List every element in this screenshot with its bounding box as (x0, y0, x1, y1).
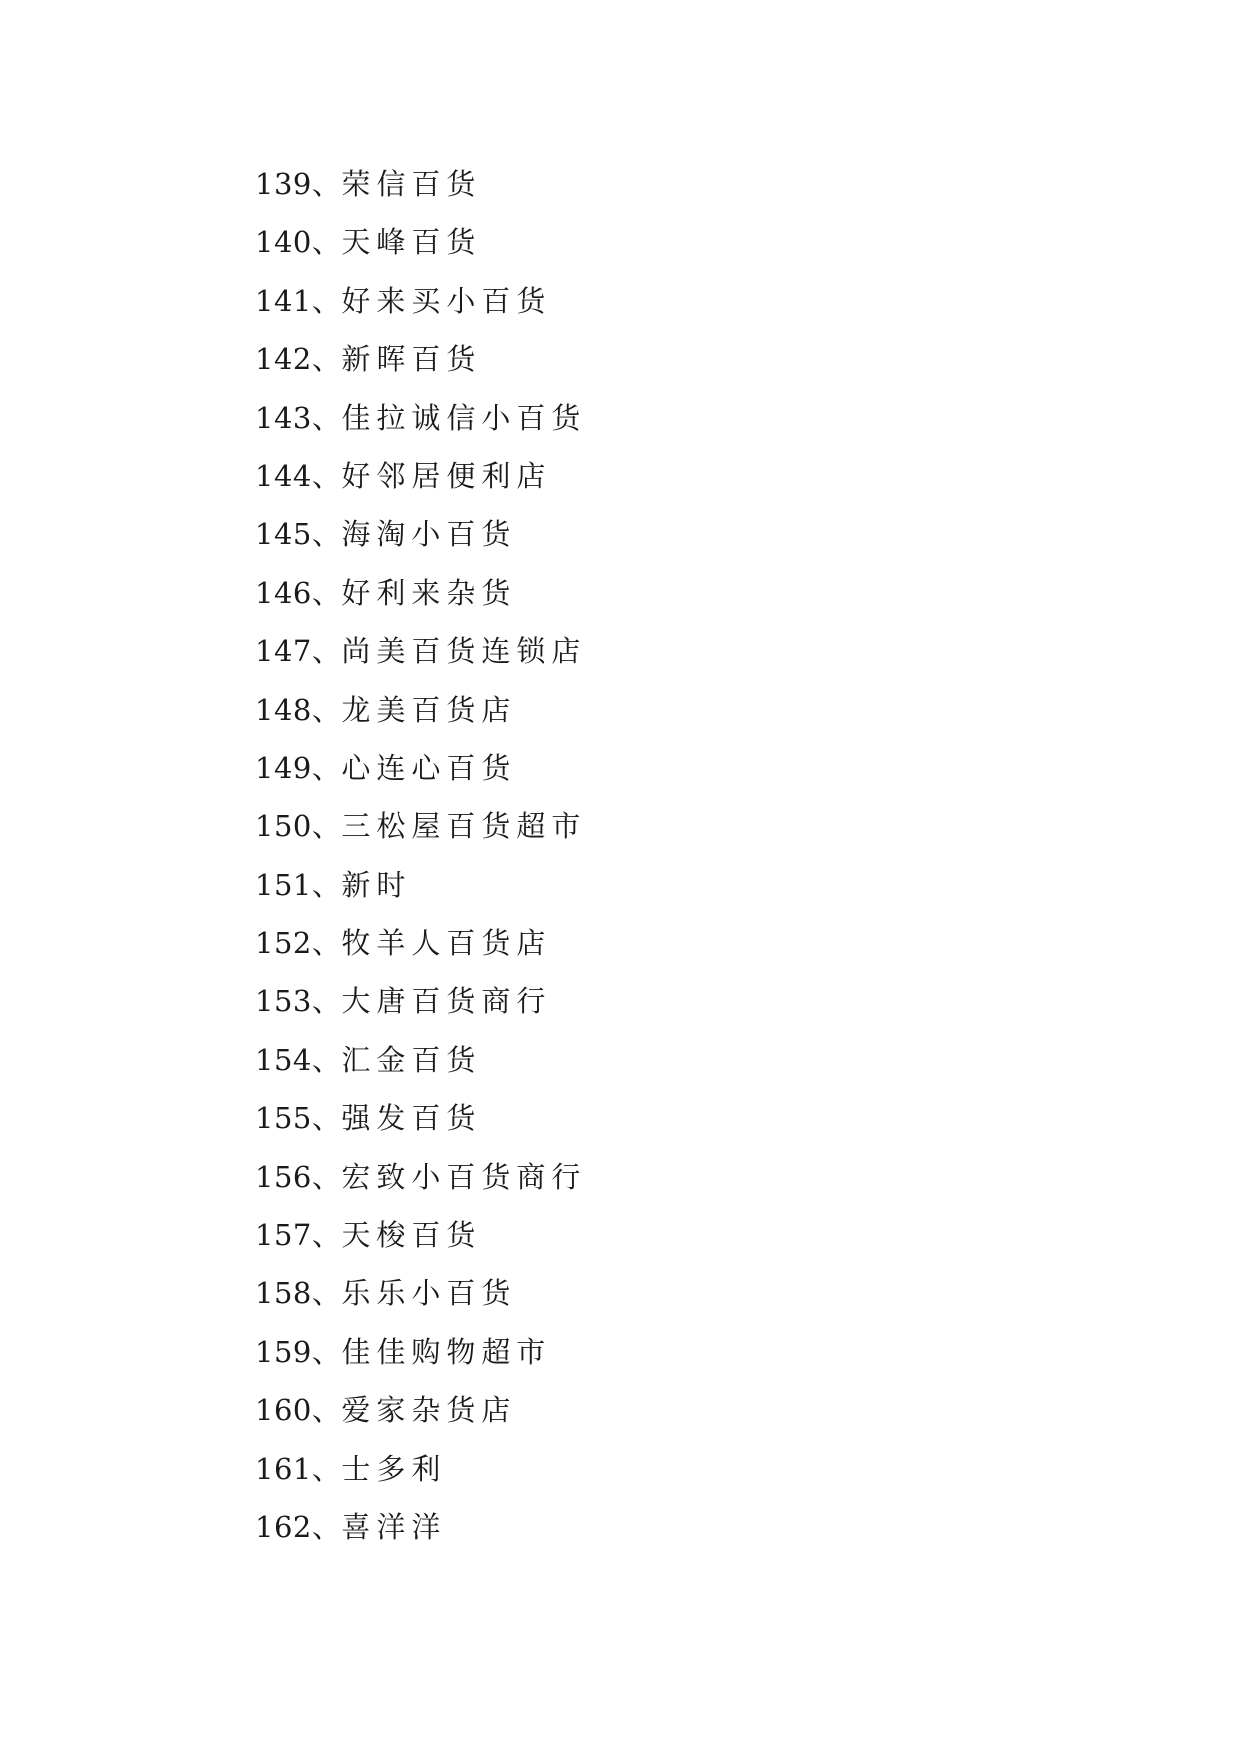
store-name: 乐乐小百货 (341, 1276, 517, 1311)
store-name: 汇金百货 (341, 1042, 482, 1077)
store-name: 好利来杂货 (341, 575, 517, 610)
store-list (255, 155, 586, 1556)
store-name: 好来买小百货 (341, 283, 552, 318)
store-name: 牧羊人百货店 (341, 926, 552, 961)
item-number: 146、 (255, 575, 342, 610)
item-number: 148、 (255, 692, 342, 727)
item-number: 142、 (255, 342, 342, 377)
item-number: 151、 (255, 867, 342, 902)
list-item (255, 1264, 586, 1322)
item-number: 155、 (255, 1101, 342, 1136)
item-number: 143、 (255, 400, 342, 435)
store-name: 海淘小百货 (341, 517, 517, 552)
store-name: 强发百货 (341, 1101, 482, 1136)
item-number: 149、 (255, 750, 342, 785)
list-item (255, 972, 586, 1030)
list-item (255, 272, 586, 330)
item-number: 159、 (255, 1334, 342, 1369)
item-number: 161、 (255, 1451, 342, 1486)
list-item (255, 1089, 586, 1147)
item-number: 156、 (255, 1159, 342, 1194)
store-name: 好邻居便利店 (341, 458, 552, 493)
store-name: 宏致小百货商行 (341, 1159, 587, 1194)
store-name: 龙美百货店 (341, 692, 517, 727)
list-item (255, 1381, 586, 1439)
store-name: 三松屋百货超市 (341, 809, 587, 844)
item-number: 150、 (255, 809, 342, 844)
list-item (255, 330, 586, 388)
item-number: 152、 (255, 926, 342, 961)
store-name: 新晖百货 (341, 342, 482, 377)
list-item (255, 505, 586, 563)
list-item (255, 856, 586, 914)
store-name: 心连心百货 (341, 750, 517, 785)
store-name: 佳佳购物超市 (341, 1334, 552, 1369)
store-name: 佳拉诚信小百货 (341, 400, 587, 435)
list-item (255, 1323, 586, 1381)
list-item (255, 622, 586, 680)
list-item (255, 155, 586, 213)
item-number: 162、 (255, 1509, 342, 1544)
list-item (255, 564, 586, 622)
list-item (255, 797, 586, 855)
store-name: 喜洋洋 (341, 1509, 447, 1544)
store-name: 新时 (341, 867, 412, 902)
store-name: 天梭百货 (341, 1218, 482, 1253)
item-number: 140、 (255, 225, 342, 260)
list-item (255, 389, 586, 447)
store-name: 爱家杂货店 (341, 1393, 517, 1428)
list-item (255, 914, 586, 972)
item-number: 153、 (255, 984, 342, 1019)
list-item (255, 1148, 586, 1206)
store-name: 大唐百货商行 (341, 984, 552, 1019)
item-number: 158、 (255, 1276, 342, 1311)
item-number: 160、 (255, 1393, 342, 1428)
item-number: 147、 (255, 634, 342, 669)
store-name: 尚美百货连锁店 (341, 634, 587, 669)
list-item (255, 1440, 586, 1498)
store-name: 天峰百货 (341, 225, 482, 260)
item-number: 144、 (255, 458, 342, 493)
list-item (255, 739, 586, 797)
list-item (255, 1498, 586, 1556)
list-item (255, 213, 586, 271)
item-number: 139、 (255, 167, 342, 201)
store-name: 荣信百货 (341, 167, 482, 201)
item-number: 141、 (255, 283, 342, 318)
store-name: 士多利 (341, 1451, 447, 1486)
list-item (255, 1206, 586, 1264)
item-number: 145、 (255, 517, 342, 552)
list-item (255, 447, 586, 505)
item-number: 154、 (255, 1042, 342, 1077)
list-item (255, 1031, 586, 1089)
item-number: 157、 (255, 1218, 342, 1253)
list-item (255, 681, 586, 739)
